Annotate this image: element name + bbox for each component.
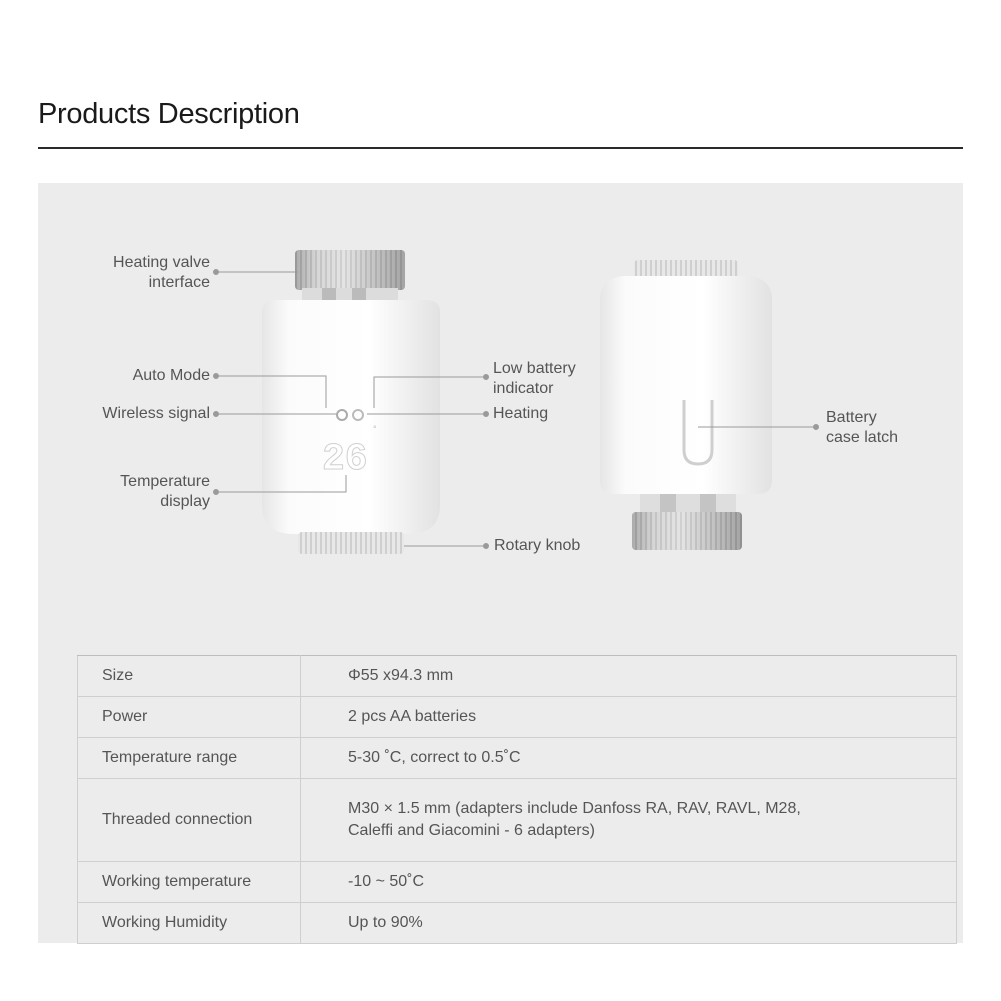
page-title: Products Description [38, 98, 300, 130]
spec-value: -10 ~ 50˚C [301, 862, 957, 903]
spec-value: 5-30 ˚C, correct to 0.5˚C [301, 738, 957, 779]
thermostat-body-rear [600, 276, 772, 494]
spec-value: 2 pcs AA batteries [301, 697, 957, 738]
table-row [78, 738, 957, 779]
table-row [78, 862, 957, 903]
table-row [78, 903, 957, 944]
callout-battery-case-latch: Battery case latch [826, 409, 899, 446]
table-row [78, 656, 957, 697]
callout-low-battery-indicator: Low battery indicator [493, 360, 576, 397]
spec-label: Working temperature [78, 862, 301, 903]
spec-label: Size [78, 656, 301, 697]
table-row [78, 697, 957, 738]
spec-table [77, 655, 957, 944]
callout-heating: Heating [493, 405, 549, 422]
spec-value: Φ55 x94.3 mm [301, 656, 957, 697]
svg-text:°: ° [373, 424, 377, 434]
temperature-digits: 26 [322, 438, 368, 481]
spec-value: Up to 90% [301, 903, 957, 944]
callout-temperature-display: Temperature display [120, 473, 210, 510]
table-row [78, 779, 957, 862]
callout-heating-valve-interface: Heating valve interface [113, 254, 210, 291]
spec-label: Temperature range [78, 738, 301, 779]
spec-label: Threaded connection [78, 779, 301, 862]
thermostat-front-view [262, 250, 440, 554]
callout-wireless-signal: Wireless signal [102, 405, 210, 422]
thermostat-body [262, 300, 440, 534]
callout-rotary-knob: Rotary knob [494, 537, 581, 554]
rotary-knob-ring [298, 532, 404, 554]
thermostat-back-view [600, 260, 772, 550]
callout-auto-mode: Auto Mode [132, 367, 210, 384]
spec-label: Working Humidity [78, 903, 301, 944]
spec-label: Power [78, 697, 301, 738]
spec-value: M30 × 1.5 mm (adapters include Danfoss RA, RAV, RAVL, M28, Caleffi and Giacomini - 6 adapters) [301, 779, 957, 862]
